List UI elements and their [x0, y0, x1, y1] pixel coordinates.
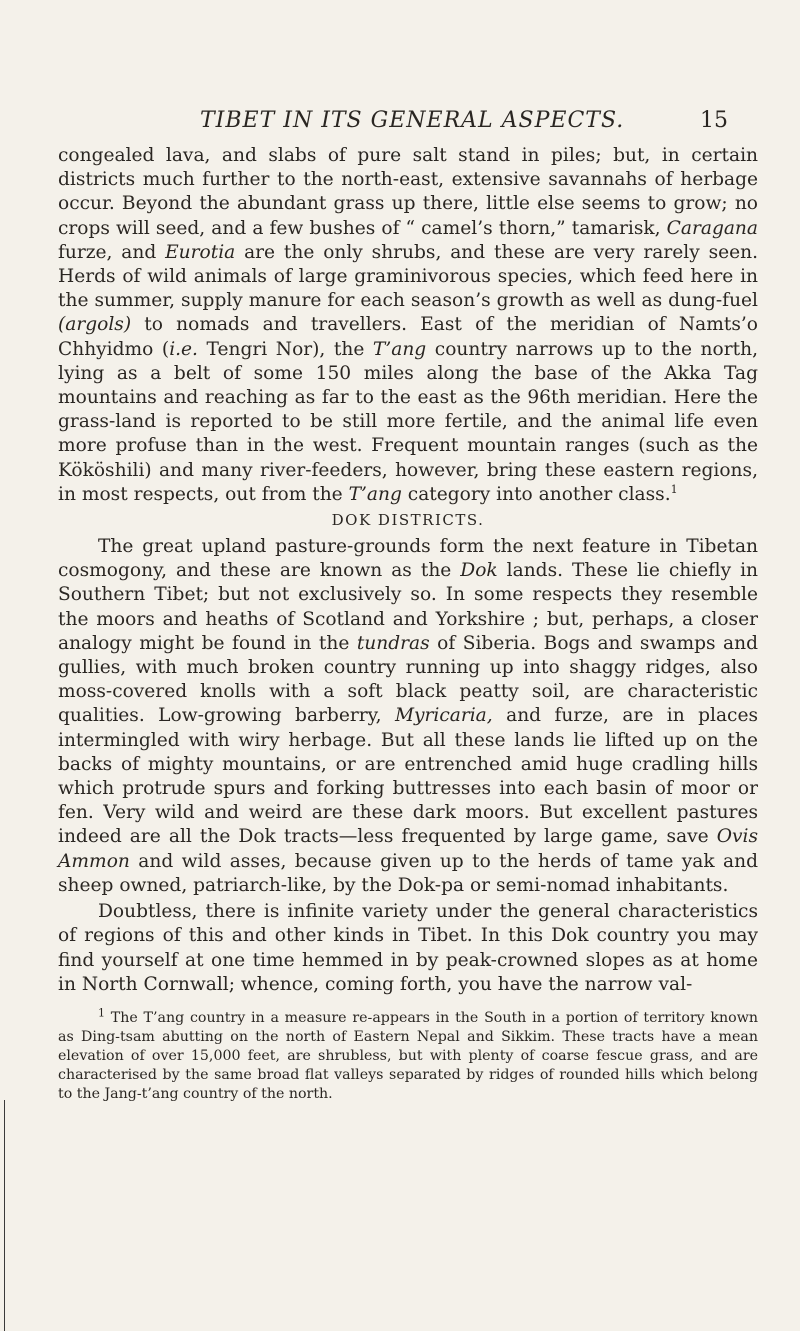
italic-term: Caragana	[666, 217, 758, 239]
footnote-number: 1	[98, 1006, 105, 1020]
page-header	[0, 108, 800, 138]
footnote-text: The T’ang country in a measure re-appears in the South in a portion of territory known as Ding-tsam abutting on the north of Eastern Nepal and Sikkim. These tracts have a mean elevation of over 15,000 feet, are shrubless, but with plenty of coarse fescue grass, and are characterised by the same broad flat valleys separated by ridges of rounded hills which belong to the Jang-t’ang country of the north.	[58, 1009, 758, 1102]
text-run: congealed lava, and slabs of pure salt stand in piles; but, in certain districts much further to the north-east, extensive savannahs of herbage occur. Beyond the abundant grass up there, little else seems to grow; no crops will seed, and a few bushes of “ camel’s thorn,” tamarisk,	[58, 145, 758, 239]
italic-term: (argols)	[58, 314, 132, 336]
italic-term: i.e.	[169, 338, 198, 360]
body-text	[58, 144, 758, 1118]
paragraph-dok-lands	[58, 535, 758, 898]
page-edge-line	[4, 1100, 5, 1331]
text-run: category into another class.	[401, 483, 671, 505]
text-run: are the only shrubs, and these are very rarely seen. Herds of wild animals of large graminivorous species, which feed here in the summer, supply manure for each season’s growth as well as dung-fuel	[58, 241, 758, 312]
running-title: TIBET IN ITS GENERAL ASPECTS.	[200, 108, 625, 133]
italic-term: Eurotia	[165, 241, 236, 263]
italic-term: T’ang	[372, 338, 427, 360]
text-run: The great upland pasture-grounds form the next feature in Tibetan cosmogony, and these are known as the	[58, 536, 758, 582]
text-run: to nomads and travellers. East of the meridian of Namts’o Chhyidmo (	[58, 314, 758, 360]
text-run: and wild asses, because given up to the herds of tame yak and sheep owned, patriarch-like, by the Dok-pa or semi-nomad inhabitants.	[58, 850, 758, 896]
footnote-reference: 1	[670, 482, 678, 496]
footnote	[58, 1006, 758, 1104]
page-number: 15	[700, 108, 728, 133]
text-run: of Siberia. Bogs and swamps and gullies, with much broken country running up into shaggy ridges, also moss-covered knolls with a soft black peatty soil, are characteristic qualities. Low-growing barberry,	[58, 632, 759, 727]
text-run: and furze, are in places intermingled with wiry herbage. But all these lands lie lifted up on the backs of mighty mountains, or are entrenched amid huge cradling hills which protrude spurs and forking buttresses into each basin of moor or fen. Very wild and weird are these dark moors. But excellent pastures indeed are all the Dok tracts—less frequented by large game, save	[58, 705, 759, 848]
italic-term: Myricaria,	[394, 705, 493, 727]
text-run: country narrows up to the north, lying as a belt of some 150 miles along the base of the Akka Tag mountains and reaching as far to the east as the 96th meridian. Here the grass-land is reported to be still more fertile, and the animal life even more profuse than in the west. Frequent mountain ranges (such as the Kököshili) and many river-feeders, however, bring these eastern regions, in most respects, out from the	[58, 338, 758, 505]
text-run: Tengri Nor), the	[197, 338, 373, 360]
italic-term: T’ang	[348, 483, 402, 505]
italic-term: Dok	[460, 560, 498, 582]
paragraph-tang-country	[58, 144, 758, 507]
italic-term: tundras	[356, 632, 430, 654]
text-run: lands. These lie chiefly in Southern Tibet; but not exclusively so. In some respects they resemble the moors and heaths of Scotland and Yorkshire ; but, perhaps, a closer analogy might be found in the	[58, 560, 758, 654]
italic-term: Ovis Ammon	[58, 826, 758, 872]
paragraph-variety	[58, 900, 758, 997]
text-run: furze, and	[58, 241, 166, 263]
section-heading: DOK DISTRICTS.	[331, 511, 485, 530]
text-run: Doubtless, there is infinite variety under the general characteristics of regions of this and other kinds in Tibet. In this Dok country you may find yourself at one time hemmed in by peak-crowned slopes as at home in North Cornwall; whence, coming forth, you have the narrow val-	[58, 901, 758, 995]
